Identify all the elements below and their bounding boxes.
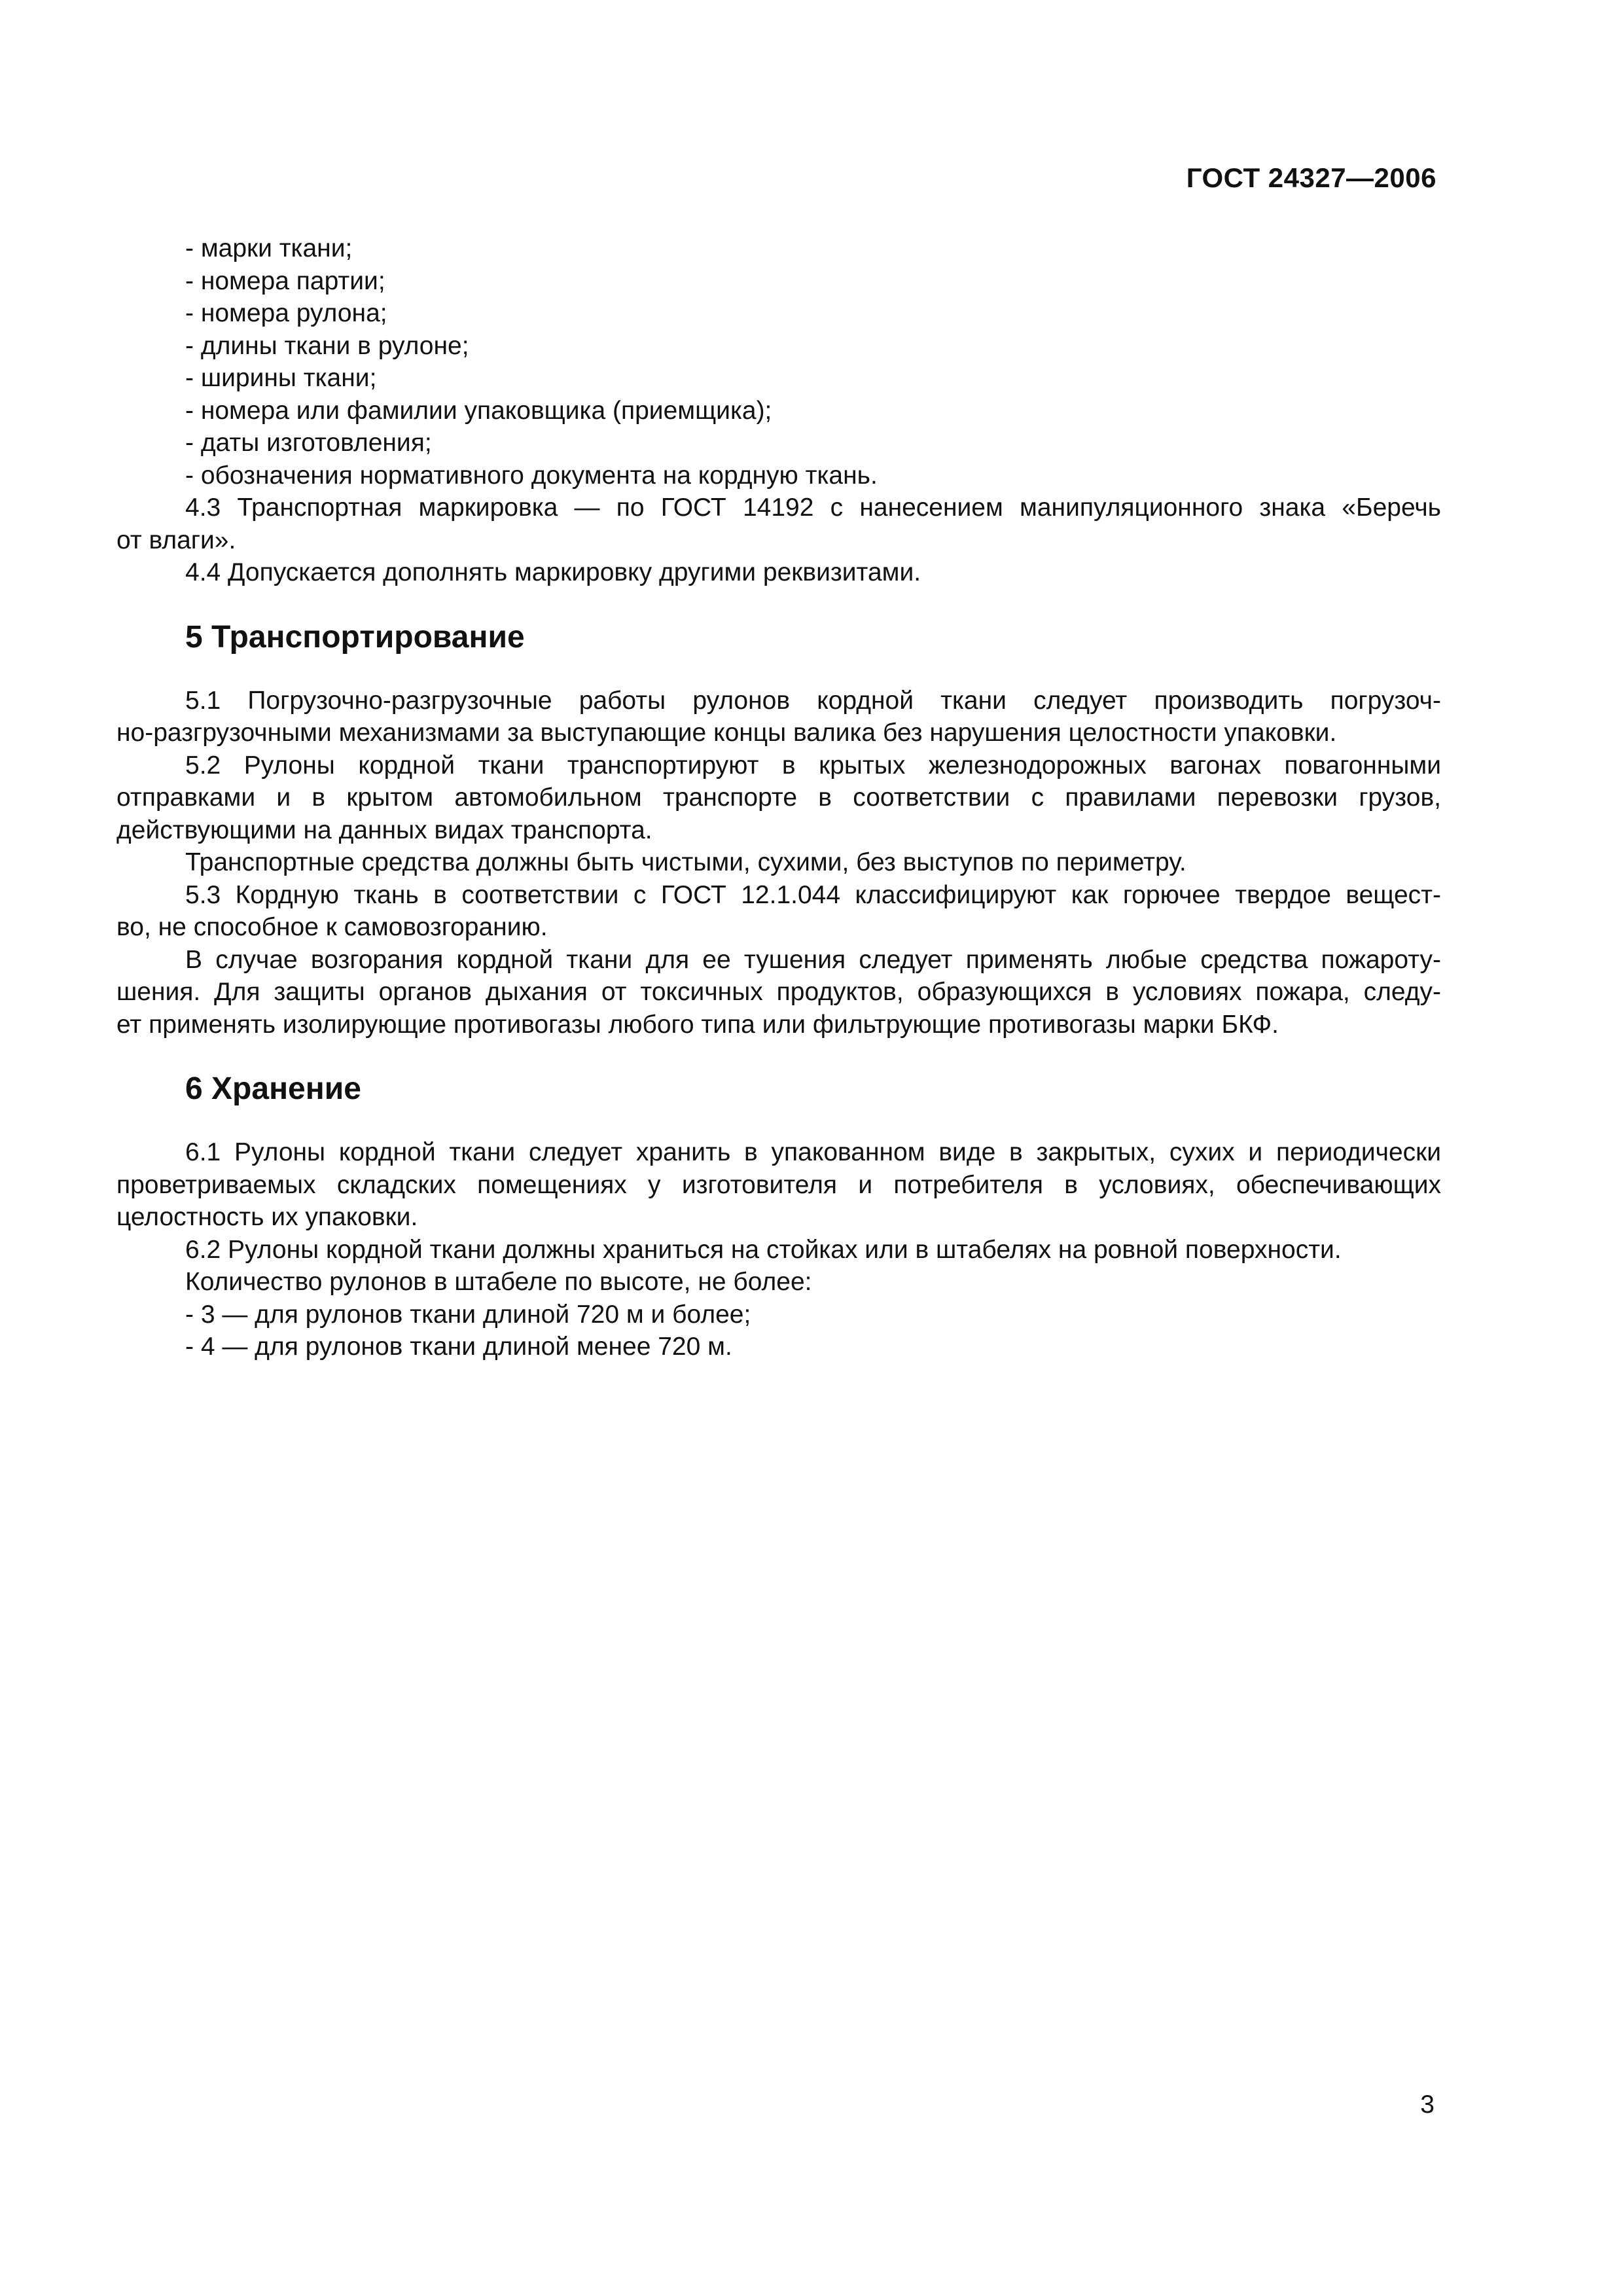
- document-body: [116, 232, 1441, 1363]
- list-item: - ширины ткани;: [185, 364, 377, 392]
- section-5-heading: 5 Транспортирование: [185, 619, 525, 655]
- paragraph-5-2: [116, 749, 1441, 847]
- paragraph-line: ет применять изолирующие противогазы любого типа или фильтрующие противогазы марки БКФ.: [116, 1010, 1279, 1039]
- paragraph-5-1: [116, 685, 1441, 749]
- list-item: - даты изготовления;: [185, 429, 432, 457]
- list-item: - обозначения нормативного документа на кордную ткань.: [185, 461, 878, 490]
- paragraph-4-3: [116, 492, 1441, 556]
- list-item: - длины ткани в рулоне;: [185, 331, 469, 360]
- paragraph-line: но-разгрузочными механизмами за выступающие концы валика без нарушения целостности упаковки.: [116, 719, 1337, 747]
- paragraph-6-1: [116, 1136, 1441, 1234]
- paragraph-line: во, не способное к самовозгоранию.: [116, 913, 548, 941]
- paragraph-stack: Количество рулонов в штабеле по высоте, не более:: [185, 1268, 812, 1296]
- list-item: - 4 — для рулонов ткани длиной менее 720 м.: [185, 1333, 732, 1361]
- page-number: 3: [1420, 2090, 1435, 2119]
- paragraph-line: проветриваемых складских помещениях у изготовителя и потребителя в условиях, обеспечивающих: [116, 1170, 1441, 1199]
- paragraph-5-3: [116, 879, 1441, 944]
- marking-list: [116, 232, 1441, 492]
- paragraph-line: 4.3 Транспортная маркировка — по ГОСТ 14192 с нанесением манипуляционного знака «Беречь: [185, 493, 1441, 522]
- list-item: - номера партии;: [185, 266, 385, 295]
- paragraph-line: В случае возгорания кордной ткани для ее тушения следует применять любые средства пожароту-: [185, 945, 1441, 974]
- paragraph-line: 5.2 Рулоны кордной ткани транспортируют в крытых железнодорожных вагонах повагонными: [185, 751, 1441, 780]
- paragraph-line: шения. Для защиты органов дыхания от токсичных продуктов, образующихся в условиях пожара, следу-: [116, 978, 1441, 1006]
- document-code: ГОСТ 24327—2006: [1186, 162, 1436, 193]
- paragraph-line: целостность их упаковки.: [116, 1203, 418, 1231]
- list-item: - номера рулона;: [185, 299, 387, 327]
- stack-list: [116, 1299, 1441, 1363]
- list-item: - марки ткани;: [185, 234, 353, 262]
- paragraph-line: 5.3 Кордную ткань в соответствии с ГОСТ 12.1.044 классифицируют как горючее твердое вещест-: [185, 880, 1441, 909]
- paragraph-4-4: 4.4 Допускается дополнять маркировку другими реквизитами.: [185, 558, 921, 586]
- paragraph-line: отправками и в крытом автомобильном транспорте в соответствии с правилами перевозки грузов,: [116, 783, 1441, 812]
- paragraph-line: от влаги».: [116, 526, 236, 554]
- section-6-heading: 6 Хранение: [185, 1071, 361, 1106]
- paragraph-6-2: 6.2 Рулоны кордной ткани должны храниться на стойках или в штабелях на ровной поверхности.: [185, 1235, 1342, 1264]
- paragraph-vehicles: Транспортные средства должны быть чистыми, сухими, без выступов по периметру.: [185, 848, 1186, 876]
- list-item: - номера или фамилии упаковщика (приемщика);: [185, 396, 772, 425]
- paragraph-line: действующими на данных видах транспорта.: [116, 816, 652, 844]
- paragraph-line: 5.1 Погрузочно-разгрузочные работы рулонов кордной ткани следует производить погрузоч-: [185, 686, 1441, 715]
- paragraph-line: 6.1 Рулоны кордной ткани следует хранить в упакованном виде в закрытых, сухих и периодически: [185, 1138, 1441, 1166]
- paragraph-fire: [116, 944, 1441, 1041]
- list-item: - 3 — для рулонов ткани длиной 720 м и более;: [185, 1300, 751, 1329]
